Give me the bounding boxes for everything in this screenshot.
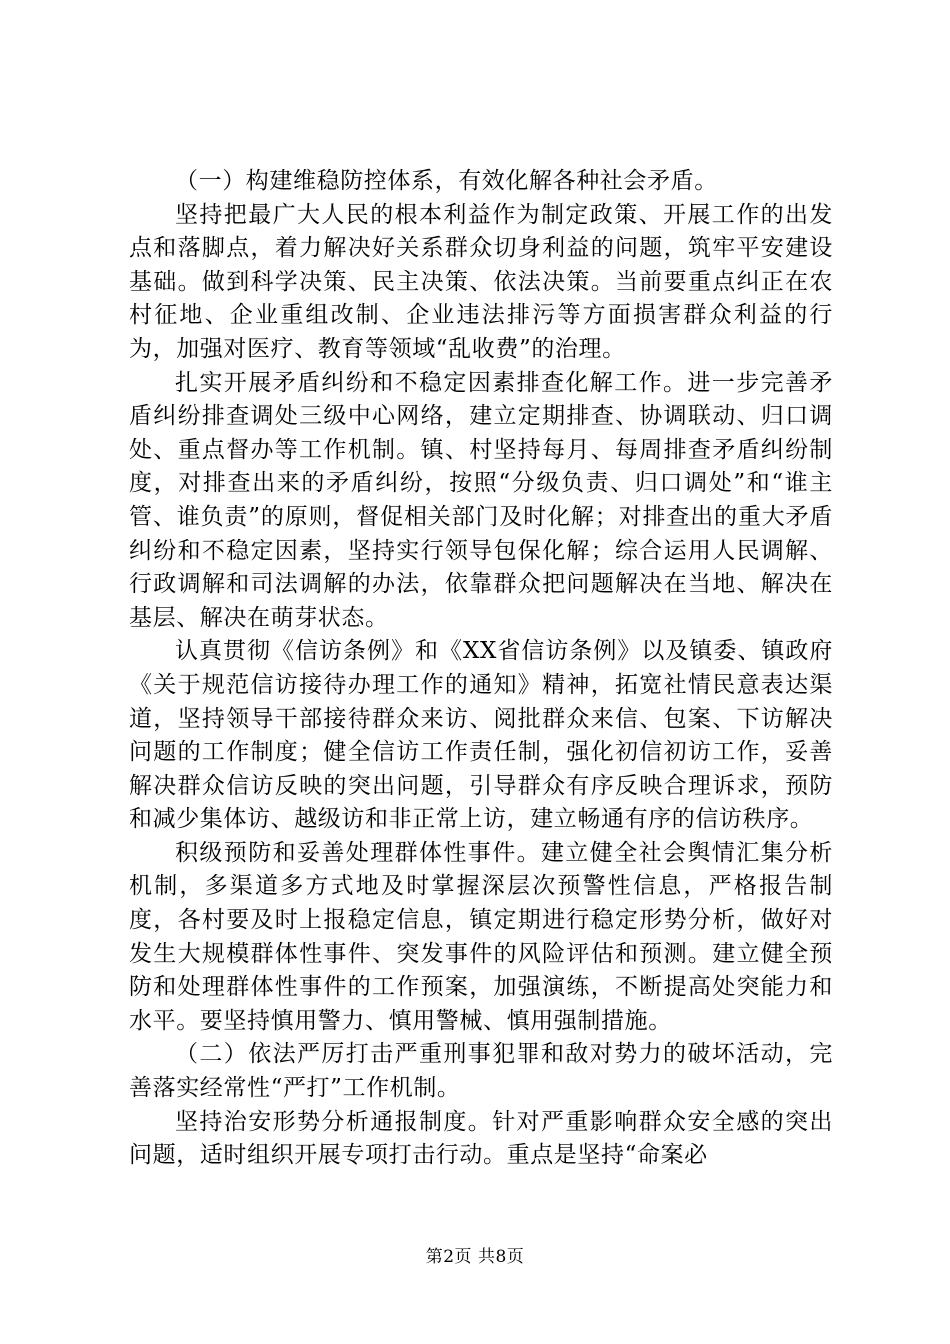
- body-paragraph: 坚持把最广大人民的根本利益作为制定政策、开展工作的出发点和落脚点，着力解决好关系群众切身利益的问题，筑牢平安建设基础。做到科学决策、民主决策、依法决策。当前要重点纠正在农村征地、企业重组改制、企业违法排污等方面损害群众利益的行为，加强对医疗、教育等领域“乱收费”的治理。: [129, 201, 833, 362]
- document-body: [129, 165, 833, 1173]
- body-paragraph: 扎实开展矛盾纠纷和不稳定因素排查化解工作。进一步完善矛盾纠纷排查调处三级中心网络，建立定期排查、协调联动、归口调处、重点督办等工作机制。镇、村坚持每月、每周排查矛盾纠纷制度，对排查出来的矛盾纠纷，按照“分级负责、归口调处”和“谁主管、谁负责”的原则，督促相关部门及时化解；对排查出的重大矛盾纠纷和不稳定因素，坚持实行领导包保化解；综合运用人民调解、行政调解和司法调解的办法，依靠群众把问题解决在当地、解决在基层、解决在萌芽状态。: [129, 369, 833, 631]
- page-number-footer: 第2页 共8页: [425, 1247, 525, 1267]
- body-paragraph: 认真贯彻《信访条例》和《XX省信访条例》以及镇委、镇政府《关于规范信访接待办理工作的通知》精神，拓宽社情民意表达渠道，坚持领导干部接待群众来访、阅批群众来信、包案、下访解决问题的工作制度；健全信访工作责任制，强化初信初访工作，妥善解决群众信访反映的突出问题，引导群众有序反映合理诉求，预防和减少集体访、越级访和非正常上访，建立畅通有序的信访秩序。: [129, 638, 833, 833]
- body-paragraph: 坚持治安形势分析通报制度。针对严重影响群众安全感的突出问题，适时组织开展专项打击行动。重点是坚持“命案必: [129, 1108, 833, 1169]
- section-heading-1: （一）构建维稳防控体系，有效化解各种社会矛盾。: [175, 168, 718, 194]
- body-paragraph: 积级预防和妥善处理群体性事件。建立健全社会舆情汇集分析机制，多渠道多方式地及时掌握深层次预警性信息，严格报告制度，各村要及时上报稳定信息，镇定期进行稳定形势分析，做好对发生大规模群体性事件、突发事件的风险评估和预测。建立健全预防和处理群体性事件的工作预案，加强演练，不断提高处突能力和水平。要坚持慎用警力、慎用警械、慎用强制措施。: [129, 839, 833, 1034]
- section-heading-2: （二）依法严厉打击严重刑事犯罪和敌对势力的破坏活动，完善落实经常性“严打”工作机制。: [129, 1041, 833, 1102]
